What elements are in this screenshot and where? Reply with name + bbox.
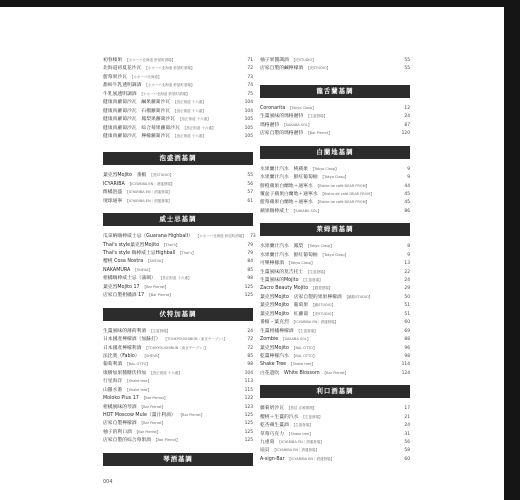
entry-title: 健康肉蘿蔔沙瓦 綜合莓果蘿蔔沙瓦: [103, 125, 180, 131]
entry-title: 甜柿牛乳透明調酒: [103, 83, 142, 89]
entry-shop: 【SAKABA SOL】: [281, 337, 311, 342]
entry-shop: 【生薑發場】: [306, 114, 328, 119]
entry-shop: 【鳥正街道 十六番】: [173, 133, 206, 138]
index-entry: [260, 301, 410, 309]
index-entry: [260, 129, 410, 137]
entry-page: 56: [247, 181, 253, 187]
entry-title: Zombie: [260, 337, 279, 343]
entry-title: 水果蘭汁汽水 鮮紅葡萄柚: [260, 252, 318, 258]
entry-title: 櫻桃 Cosa Nostra: [103, 259, 144, 265]
entry-title: 葉克烈Mojito 17: [103, 284, 140, 290]
index-entry: [260, 259, 410, 267]
entry-title: 行星海洋: [103, 379, 123, 385]
entry-shop: 【虎STUDIO】: [291, 58, 316, 62]
index-entry: [260, 446, 410, 454]
entry-shop: 【Tokyo Clasp】: [288, 105, 316, 110]
entry-shop: 【ICYARIBA EN｜酒蓮發場】: [287, 456, 334, 461]
entry-page: 75: [247, 91, 253, 97]
entry-page: 114: [401, 362, 410, 368]
entry-shop: 【鳥正街道 十六番】: [149, 370, 182, 375]
entry-page: 125: [244, 438, 253, 444]
entry-page: 104: [244, 370, 253, 376]
entry-shop: 【Bar Pierrot】: [322, 370, 349, 375]
entry-page: 51: [404, 303, 410, 309]
entry-title: 藍莓蘋果白蘭地＋通寧水: [260, 200, 313, 206]
entry-shop: 【Bar Pierrot】: [153, 438, 180, 443]
entry-title: 健康肉蘿蔔沙瓦 鹹果蘿蔔沙瓦: [103, 100, 171, 106]
entry-shop: 【SHEVA】: [133, 267, 152, 272]
page-spine: [504, 0, 520, 500]
index-entry: [103, 107, 253, 115]
index-entry: [103, 283, 253, 291]
entry-page: 60: [404, 320, 410, 326]
index-entry: [103, 377, 253, 385]
entry-page: 9: [407, 175, 410, 181]
index-entry: [103, 64, 253, 72]
entry-page: 9: [407, 252, 410, 258]
entry-title: 櫻桃＋生薑的汽水: [260, 414, 299, 420]
index-column-left: [103, 56, 256, 472]
entry-shop: 【ICYARIBA EN｜酒蓮發場】: [127, 181, 175, 186]
entry-shop: 【生薑發場】: [291, 423, 313, 428]
entry-shop: 【鳥正街道 十六番】: [177, 117, 211, 122]
entry-title: 北海道初夏花沙瓦: [103, 66, 142, 72]
entry-title: 乾薑檸檬汽水: [260, 353, 289, 359]
index-entry: [260, 276, 410, 284]
entry-page: 60: [404, 456, 410, 462]
entry-page: 55: [404, 66, 410, 72]
entry-page: 17: [404, 406, 410, 412]
entry-title: A-sign-Bar: [260, 456, 285, 462]
entry-shop: 【ホホーバ北海道 鈴屋町酒場】: [195, 234, 246, 239]
entry-shop: 【生薑發場】: [301, 414, 323, 419]
entry-shop: 【Tokyo Clasp】: [310, 166, 339, 171]
entry-title: 生薑風味的Mojito: [260, 278, 299, 283]
entry-shop: 【Thai's】: [178, 251, 196, 255]
index-entry: [103, 73, 253, 81]
index-entry: [103, 188, 253, 196]
section-header: 琴酒基調: [103, 453, 253, 466]
entry-page: 79: [247, 242, 253, 248]
entry-shop: 【Shake tree】: [125, 379, 151, 384]
entry-shop: 【虎STUDIO】: [149, 173, 174, 178]
entry-title: 草莓巧克力: [260, 431, 284, 437]
index-entry: [260, 438, 410, 446]
entry-page: 124: [401, 370, 410, 376]
entry-shop: 【生薑發場】: [306, 269, 328, 274]
entry-page: 45: [404, 200, 410, 206]
entry-shop: 【Bar Pierrot】: [139, 421, 166, 426]
index-entry: [260, 242, 410, 250]
entry-title: 鮮橙蘋果白蘭地＋通寧水: [260, 183, 313, 189]
index-entry: [260, 207, 410, 215]
entry-page: 88: [404, 337, 410, 343]
entry-shop: 【Shake tree】: [125, 387, 151, 392]
index-entry: [103, 171, 253, 179]
index-entry: [260, 455, 410, 463]
entry-shop: 【鳥正街道 十六番】: [158, 276, 192, 281]
index-entry: [260, 251, 410, 259]
entry-title: 葉克烈Mojito 番椒: [103, 173, 147, 179]
entry-shop: 【Bistro de café DEAR FROM】: [315, 183, 370, 188]
entry-page: 55: [247, 173, 253, 179]
entry-title: 番椒・葉克烈: [260, 320, 289, 326]
entry-title: 康樹加果醬糖伏特加: [103, 370, 147, 376]
entry-shop: 【Bar Pierrot】: [139, 404, 166, 409]
index-entry: [103, 394, 253, 402]
entry-shop: 【虎STUDIO】: [306, 66, 331, 71]
entry-shop: 【Bar Pierrot】: [142, 284, 169, 289]
entry-title: 扇貝: [260, 448, 270, 454]
entry-shop: 【BAL OTTO】: [125, 362, 150, 367]
entry-page: 98: [247, 276, 253, 282]
entry-shop: 【Bar Pierrot】: [147, 293, 173, 298]
index-entry: [103, 257, 253, 265]
entry-page: 105: [244, 117, 253, 123]
entry-page: 125: [244, 293, 253, 299]
section-header: 伏特加基調: [103, 308, 253, 321]
index-entry: [103, 98, 253, 106]
index-entry: [103, 436, 253, 444]
entry-shop: 【Shake tree】: [287, 431, 313, 436]
index-entry: [260, 344, 410, 352]
index-column-right: [260, 56, 410, 463]
entry-title: 水果蘭汁汽水 桃蘋果: [260, 166, 308, 172]
index-entry: [260, 190, 410, 198]
entry-title: 健康肉蘿蔔沙瓦 石榴蘿蔔沙瓦: [103, 108, 171, 114]
entry-shop: 【ホホーバ北海道 鈴屋町酒場】: [139, 91, 190, 96]
entry-shop: 【Tokyo Clasp】: [306, 244, 334, 249]
index-entry: [260, 413, 410, 421]
entry-shop: 【Bar Pierrot】: [306, 131, 332, 136]
entry-shop: 【旅居 浮雅雜劑】: [287, 406, 317, 411]
entry-page: 125: [244, 284, 253, 290]
entry-page: 21: [404, 414, 410, 420]
entry-shop: 【ICYARIBA EN｜酒蓮發場】: [277, 440, 324, 444]
entry-page: 115: [244, 387, 253, 393]
entry-title: HOT Moscow Mule（薑汁利酒）: [103, 413, 176, 418]
index-entry: [103, 232, 256, 240]
entry-title: 生薑柑橘檸檬酒: [260, 328, 294, 334]
entry-shop: 【銀製發場】: [311, 286, 333, 291]
index-entry: [103, 360, 253, 368]
index-entry: [103, 419, 253, 427]
entry-page: 71: [247, 58, 253, 63]
entry-page: 98: [247, 362, 253, 368]
index-entry: [260, 430, 410, 438]
entry-shop: 【ホホーバ北海道】: [130, 74, 162, 79]
index-entry: [260, 198, 410, 206]
index-entry: [260, 64, 410, 72]
entry-shop: 【Shake tree】: [289, 362, 315, 367]
entry-title: Shake Tree: [260, 362, 287, 368]
entry-title: 健康肉蘿蔔沙瓦 鳳梨果蘿蔔沙瓦: [103, 117, 175, 123]
entry-title: 可樂檸檬酒: [260, 261, 284, 267]
index-entry: [103, 81, 253, 89]
entry-page: 72: [247, 66, 253, 72]
index-entry: [260, 352, 410, 360]
entry-page: 84: [247, 259, 253, 265]
entry-page: 105: [244, 125, 253, 131]
entry-shop: 【Thai's】: [162, 242, 180, 247]
entry-title: 藍莓果沙瓦: [103, 74, 127, 80]
entry-title: 水果蘭汁汽水 鳳梨: [260, 244, 304, 250]
entry-shop: 【SHEVA】: [142, 353, 162, 358]
entry-shop: 【Tokyo Clasp】: [320, 252, 349, 257]
section-header: 白蘭地基調: [260, 146, 410, 159]
entry-title: 生薑風味的瑪格麗特: [260, 114, 304, 120]
index-entry: [103, 369, 253, 377]
entry-page: 73: [247, 74, 253, 80]
entry-shop: 【ICYARIBA EN｜酒蓮發場】: [125, 190, 172, 195]
entry-title: Thai's style 嗨棒威士忌Highball: [103, 251, 176, 256]
entry-title: 生薑風味的莫吉托士: [260, 269, 304, 275]
entry-title: Moloko Plus 17: [103, 396, 139, 402]
entry-title: 店家自製的瑪格麗特: [260, 131, 304, 137]
entry-page: 125: [244, 413, 253, 418]
entry-shop: 【SHEVA】: [146, 259, 165, 264]
entry-shop: 【ICYARIBA EN｜酒蓮發場】: [272, 448, 319, 453]
index-entry: [260, 327, 410, 335]
entry-shop: 【生薑發場】: [301, 278, 323, 282]
entry-title: 牛乳風透明調酒: [103, 91, 137, 97]
entry-title: 柑橘嗨棒威士忌（蒲瑚）: [103, 276, 156, 282]
index-entry: [103, 344, 253, 352]
entry-shop: 【Tokyo Clasp】: [287, 261, 315, 266]
index-entry: [103, 327, 253, 335]
index-entry: [260, 421, 410, 429]
entry-page: 13: [404, 261, 410, 267]
entry-page: 125: [244, 429, 253, 435]
entry-shop: 【鳥正街道 十六番】: [173, 108, 206, 113]
index-entry: [103, 352, 253, 360]
entry-title: 店家自製的鹹檸檬酒: [260, 66, 304, 72]
entry-page: 8: [407, 244, 410, 250]
entry-title: 琉球通寧: [103, 198, 123, 204]
entry-title: 生薑風味的薄荷利酒: [103, 328, 147, 334]
entry-shop: 【Bistro de café DEAR FROM】: [320, 191, 374, 196]
entry-page: 98: [404, 353, 410, 359]
index-entry: [103, 132, 253, 140]
page-number: 004: [103, 479, 113, 485]
entry-page: 104: [244, 100, 253, 106]
entry-shop: 【ICYARIBA EN｜酒蓮發場】: [291, 320, 339, 325]
index-entry: [103, 266, 253, 274]
entry-title: 初春榛果: [103, 58, 123, 63]
index-entry: [260, 173, 410, 181]
entry-page: 72: [247, 345, 253, 351]
index-entry: [260, 112, 410, 120]
entry-title: 日本國產檸檬酒（加蘇打）: [103, 337, 161, 343]
entry-page: 45: [404, 191, 410, 197]
entry-page: 31: [404, 431, 410, 437]
top-bar: [0, 0, 520, 7]
section-header: 泡盛酒基調: [103, 152, 253, 165]
entry-shop: 【Bistro de café DEAR FROM】: [315, 200, 370, 205]
entry-title: 白花遊吹 White Blossom: [260, 370, 320, 376]
index-entry: [260, 165, 410, 173]
entry-page: 24: [404, 278, 410, 283]
entry-page: 29: [404, 286, 410, 292]
index-entry: [260, 310, 410, 318]
section-header: 龍舌蘭基調: [260, 85, 410, 98]
entry-page: 22: [404, 269, 410, 275]
entry-page: 105: [244, 133, 253, 139]
index-entry: [103, 241, 253, 249]
index-entry: [260, 404, 410, 412]
entry-page: 56: [404, 440, 410, 445]
index-entry: [260, 369, 410, 377]
entry-shop: 【鳥正街道 十六番】: [173, 100, 206, 105]
entry-title: 酢橘泡盛: [103, 190, 123, 196]
entry-title: 葉克烈Mojito: [260, 345, 289, 351]
entry-shop: 【TOUKYOUSHIBUN（東京チーブン）】: [144, 345, 208, 350]
index-entry: [260, 268, 410, 276]
index-entry: [260, 335, 410, 343]
entry-page: 57: [247, 190, 253, 196]
index-entry: [260, 360, 410, 368]
index-entry: [103, 335, 253, 343]
entry-page: 73: [250, 234, 256, 240]
entry-title: 覆盆子蘋果白蘭地＋通寧水: [260, 191, 318, 197]
entry-shop: 【BAL OTTO】: [291, 345, 317, 350]
entry-title: 法比奧（Fabio）: [103, 353, 140, 359]
index-entry: [260, 318, 410, 326]
entry-title: 柚子果醬調酒: [260, 58, 289, 63]
entry-page: 125: [244, 421, 253, 427]
entry-shop: 【Tokyo Clasp】: [320, 175, 349, 180]
entry-page: 123: [244, 404, 253, 410]
entry-page: 51: [404, 311, 410, 317]
section-header: 利口酒基調: [260, 385, 410, 398]
entry-shop: 【鐵路STUDIO】: [344, 294, 373, 299]
index-entry: [103, 124, 253, 132]
entry-page: 50: [404, 294, 410, 300]
index-entry: [103, 249, 253, 257]
index-entry: [260, 284, 410, 292]
entry-title: 店家自製的綜合莓果酒: [103, 438, 151, 444]
entry-page: 24: [404, 114, 410, 120]
index-entry: [103, 291, 253, 299]
entry-shop: 【生薑發場】: [296, 328, 318, 333]
entry-title: 店家自製柑橘酒 17: [103, 293, 145, 299]
entry-shop: 【鐵STUDIO】: [311, 303, 336, 308]
entry-title: 日本國產檸檬利酒: [103, 345, 142, 351]
entry-page: 86: [404, 208, 410, 214]
entry-title: 葡萄利酒: [103, 362, 123, 368]
index-entry: [103, 403, 253, 411]
index-entry: [103, 115, 253, 123]
entry-title: NAKAMURA: [103, 267, 131, 273]
entry-title: 葉克烈Mojito 店家自製的果果檸檬酒: [260, 294, 342, 300]
entry-page: 120: [401, 131, 410, 137]
entry-shop: 【SAKABA SOL】: [282, 122, 312, 127]
entry-title: 健康肉蘿蔔沙瓦 檸檬蘿蔔沙瓦: [103, 133, 171, 139]
entry-shop: 【SAKABA SOL】: [291, 208, 321, 213]
entry-page: 61: [247, 198, 253, 204]
entry-title: 店家自製檸檬酒: [103, 421, 137, 427]
entry-title: 乾杏蘋生薑酒: [260, 423, 289, 429]
entry-page: 55: [404, 58, 410, 63]
entry-shop: 【Bar Pierrot】: [141, 396, 168, 401]
entry-shop: 【ホホーバ北海道 鈴屋町酒場】: [144, 83, 195, 88]
index-entry: [103, 411, 253, 419]
index-entry: [260, 293, 410, 301]
entry-title: 水果蘭汁汽水 鮮紅葡萄柚: [260, 175, 318, 181]
entry-page: 58: [404, 448, 410, 454]
entry-page: 44: [404, 183, 410, 189]
entry-title: 藤菊奶沙瓦: [260, 406, 284, 412]
entry-shop: 【ICYARIBA EN｜酒蓮發場】: [125, 198, 172, 203]
entry-title: 蘋果嗨棒威士: [260, 208, 289, 214]
entry-title: Zacro Beauty Mojito: [260, 286, 309, 292]
entry-page: 104: [244, 108, 253, 114]
entry-page: 24: [247, 328, 253, 334]
index-entry: [103, 274, 253, 282]
entry-page: 9: [407, 166, 410, 172]
entry-shop: 【ホホーバ北海道 鈴屋町酒場】: [125, 58, 176, 62]
entry-shop: 【Bar Pierrot】: [134, 429, 161, 434]
entry-title: 瓜拿納嗨棒威士忌（Guarana Highball）: [103, 234, 193, 240]
entry-title: Coronarita: [260, 105, 286, 111]
entry-shop: 【虎STUDIO】: [311, 311, 336, 316]
entry-page: 85: [247, 267, 253, 273]
entry-page: 74: [247, 83, 253, 89]
index-entry: [260, 56, 410, 64]
entry-title: Thai's style葉克烈Mojito: [103, 242, 160, 248]
entry-page: 122: [244, 396, 253, 402]
index-entry: [103, 197, 253, 205]
entry-title: 柑橘風味的琴酒: [103, 404, 137, 410]
entry-title: 葉克烈Mojito 葡萄果: [260, 303, 309, 309]
entry-page: 87: [404, 122, 410, 128]
entry-title: 山羅水番: [103, 387, 123, 393]
index-entry: [260, 104, 410, 112]
entry-shop: 【鳥正街道 十六番】: [182, 125, 216, 130]
index-entry: [260, 182, 410, 190]
entry-page: 72: [247, 337, 253, 343]
index-entry: [260, 121, 410, 129]
index-entry: [103, 56, 253, 64]
entry-shop: 【TOUKYOUSHIBUN（東京チーブン）】: [163, 337, 227, 342]
entry-title: ICYARIBA: [103, 181, 125, 187]
entry-title: 葉克烈Mojito 紅蘿蔔: [260, 311, 309, 317]
index-entry: [103, 90, 253, 98]
index-entry: [103, 386, 253, 394]
entry-page: 79: [247, 251, 253, 256]
entry-page: 96: [404, 345, 410, 351]
entry-shop: 【生薑發場】: [149, 328, 171, 333]
entry-title: 柚子的利口酒: [103, 429, 132, 435]
entry-page: 12: [404, 105, 410, 111]
entry-page: 85: [247, 353, 253, 359]
index-entry: [103, 180, 253, 188]
entry-page: 113: [244, 379, 253, 385]
entry-shop: 【BAL OTTO】: [291, 353, 317, 358]
entry-title: 瑪格麗特: [260, 122, 280, 128]
section-header: 威士忌基調: [103, 213, 253, 226]
entry-title: 九重葛: [260, 440, 275, 445]
entry-shop: 【Bar Pierrot】: [178, 413, 205, 417]
entry-page: 69: [404, 328, 410, 334]
section-header: 萊姆酒基調: [260, 223, 410, 236]
entry-page: 24: [404, 423, 410, 429]
entry-shop: 【ホホーバ北海道 鈴屋町酒場】: [144, 66, 195, 71]
index-entry: [103, 428, 253, 436]
